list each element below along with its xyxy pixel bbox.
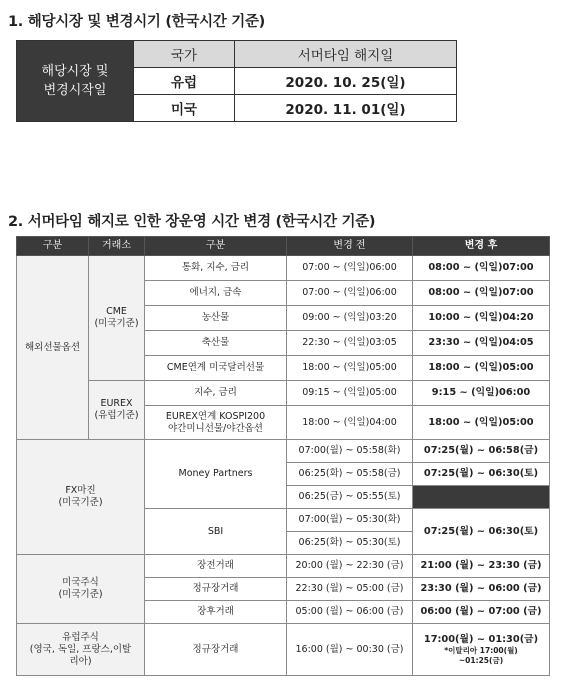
item-energy-metal: 에너지, 금속 xyxy=(145,281,287,306)
header-exchange: 거래소 xyxy=(89,237,145,256)
eurex-kospi-line1: EUREX연계 KOSPI200 xyxy=(165,410,266,422)
item-index-rate: 지수, 금리 xyxy=(145,381,287,406)
eu-stock-category xyxy=(17,624,145,676)
market-label-line1: 해당시장 및 xyxy=(41,64,109,79)
before-time: 22:30 (월) ~ 05:00 (금) xyxy=(287,578,413,601)
date-europe: 2020. 10. 25(일) xyxy=(235,68,457,95)
before-time: 05:00 (월) ~ 06:00 (금) xyxy=(287,601,413,624)
item-currency-index-rate: 통화, 지수, 금리 xyxy=(145,256,287,281)
us-stock-category xyxy=(17,555,145,624)
after-time: 06:00 (월) ~ 07:00 (금) xyxy=(413,601,550,624)
before-time: 07:00(월) ~ 05:58(화) xyxy=(287,440,413,463)
item-cme-usd-futures: CME연계 미국달러선물 xyxy=(145,356,287,381)
before-time: 07:00 ~ (익일)06:00 xyxy=(287,256,413,281)
after-time: 17:00(월) ~ 01:30(금) xyxy=(423,633,539,645)
eurex-name: EUREX xyxy=(100,398,133,409)
date-us: 2020. 11. 01(일) xyxy=(235,95,457,122)
after-time: 10:00 ~ (익일)04:20 xyxy=(413,306,550,331)
exchange-eurex xyxy=(89,381,145,440)
eurex-basis: (유럽기준) xyxy=(94,410,139,421)
eu-stock-countries-cont: 리아) xyxy=(69,655,92,667)
before-time: 07:00 ~ (익일)06:00 xyxy=(287,281,413,306)
before-time: 20:00 (월) ~ 22:30 (금) xyxy=(287,555,413,578)
eu-after-cell xyxy=(413,624,550,676)
italy-note-line1: *이탈리아 17:00(월) xyxy=(444,645,518,655)
summertime-end-date-table xyxy=(16,40,457,122)
market-label-line2: 변경시작일 xyxy=(43,83,107,98)
item-after-hours: 장후거래 xyxy=(145,601,287,624)
fx-category xyxy=(17,440,145,555)
before-time: 09:15 ~ (익일)05:00 xyxy=(287,381,413,406)
us-stock-basis: (미국기준) xyxy=(58,589,103,600)
date-header: 서머타임 해지일 xyxy=(235,41,457,68)
item-regular-session: 정규장거래 xyxy=(145,578,287,601)
item-agriculture: 농산물 xyxy=(145,306,287,331)
header-item: 구분 xyxy=(145,237,287,256)
after-time: 18:00 ~ (익일)05:00 xyxy=(413,406,550,440)
before-time: 07:00(월) ~ 05:30(화) xyxy=(287,509,413,532)
before-time: 18:00 ~ (익일)04:00 xyxy=(287,406,413,440)
before-time: 06:25(화) ~ 05:30(토) xyxy=(287,532,413,555)
item-eurex-kospi200 xyxy=(145,406,287,440)
item-pre-market: 장전거래 xyxy=(145,555,287,578)
eu-stock-name: 유럽주식 xyxy=(62,631,99,643)
before-time: 16:00 (월) ~ 00:30 (금) xyxy=(287,624,413,676)
fx-basis: (미국기준) xyxy=(58,497,103,508)
trading-hours-table xyxy=(16,236,550,676)
item-livestock: 축산물 xyxy=(145,331,287,356)
before-time: 06:25(화) ~ 05:58(금) xyxy=(287,463,413,486)
exchange-cme xyxy=(89,256,145,381)
after-time: 9:15 ~ (익일)06:00 xyxy=(413,381,550,406)
before-time: 22:30 ~ (익일)03:05 xyxy=(287,331,413,356)
after-time: 18:00 ~ (익일)05:00 xyxy=(413,356,550,381)
item-eu-regular-session: 정규장거래 xyxy=(145,624,287,676)
after-time: 07:25(월) ~ 06:58(금) xyxy=(413,440,550,463)
header-category: 구분 xyxy=(17,237,89,256)
after-time: 07:25(월) ~ 06:30(토) xyxy=(413,463,550,486)
us-stock-name: 미국주식 xyxy=(62,577,99,588)
after-time-empty xyxy=(413,486,550,509)
eurex-kospi-line2: 야간미니선물/야간옵션 xyxy=(168,422,263,434)
after-time: 23:30 (월) ~ 06:00 (금) xyxy=(413,578,550,601)
cme-name: CME xyxy=(106,306,127,317)
section2-title: 2. 서머타임 해지로 인한 장운영 시간 변경 (한국시간 기준) xyxy=(8,214,376,230)
country-header: 국가 xyxy=(134,41,235,68)
before-time: 09:00 ~ (익일)03:20 xyxy=(287,306,413,331)
section1-title: 1. 해당시장 및 변경시기 (한국시간 기준) xyxy=(8,14,265,30)
after-time: 08:00 ~ (익일)07:00 xyxy=(413,256,550,281)
after-time: 08:00 ~ (익일)07:00 xyxy=(413,281,550,306)
cme-basis: (미국기준) xyxy=(94,318,139,329)
fx-name: FX마진 xyxy=(65,485,96,496)
before-time: 18:00 ~ (익일)05:00 xyxy=(287,356,413,381)
fx-money-partners: Money Partners xyxy=(145,440,287,509)
eu-stock-countries: (영국, 독일, 프랑스,이탈 xyxy=(29,643,132,655)
after-time: 23:30 ~ (익일)04:05 xyxy=(413,331,550,356)
after-time: 21:00 (월) ~ 23:30 (금) xyxy=(413,555,550,578)
country-europe: 유럽 xyxy=(134,68,235,95)
italy-note-line2: ~01:25(금) xyxy=(458,655,504,665)
header-after: 변경 후 xyxy=(413,237,550,256)
header-before: 변경 전 xyxy=(287,237,413,256)
fx-sbi: SBI xyxy=(145,509,287,555)
country-us: 미국 xyxy=(134,95,235,122)
market-label-cell xyxy=(17,41,134,122)
before-time: 06:25(금) ~ 05:55(토) xyxy=(287,486,413,509)
overseas-category: 해외선물옵션 xyxy=(17,256,89,440)
after-time: 07:25(월) ~ 06:30(토) xyxy=(413,509,550,555)
